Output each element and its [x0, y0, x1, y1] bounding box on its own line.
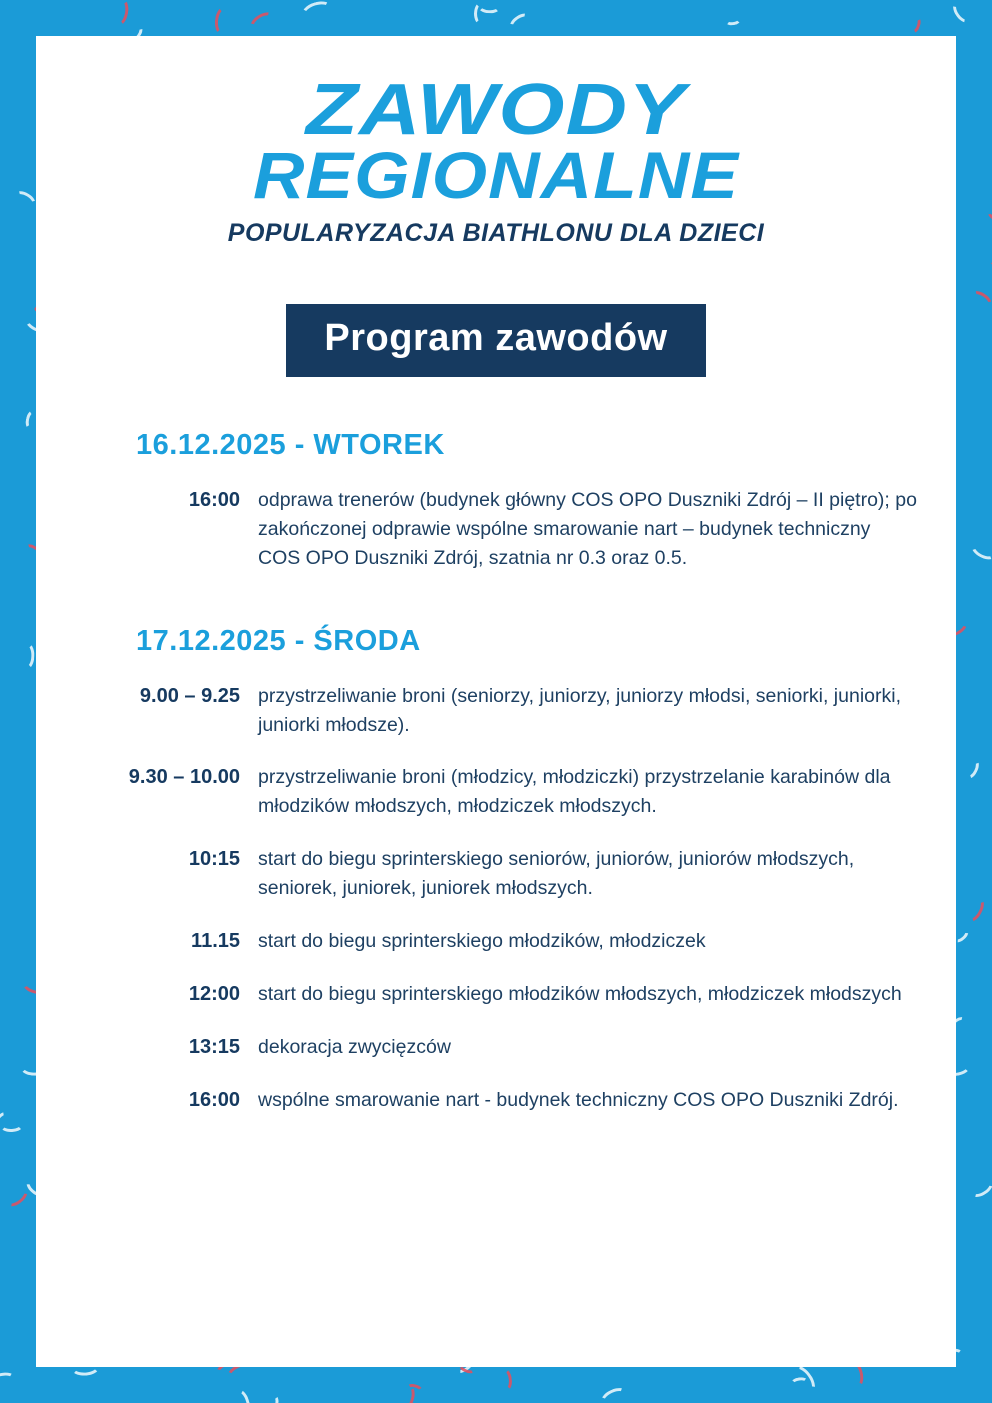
schedule-time: 10:15 [188, 848, 240, 871]
schedule-item [36, 1033, 956, 1062]
schedule-description: dekoracja zwycięzców [258, 1035, 451, 1058]
schedule-item [36, 980, 956, 1009]
title-line-2: REGIONALNE [252, 138, 740, 213]
schedule-section-tuesday [36, 429, 956, 573]
schedule-time: 11.15 [191, 929, 240, 952]
schedule-list [36, 682, 956, 1115]
schedule-item [36, 763, 956, 821]
schedule-description: przystrzeliwanie broni (młodzicy, młodziczki) przystrzelanie karabinów dla młodzików młodszych, młodziczek młodszych. [258, 766, 891, 818]
schedule-item [36, 1086, 956, 1115]
schedule-time: 9.30 – 10.00 [128, 766, 240, 789]
schedule-description: przystrzeliwanie broni (seniorzy, juniorzy, juniorzy młodsi, seniorki, juniorki, juniorki młodsze). [258, 684, 901, 736]
program-header: Program zawodów [286, 304, 705, 377]
schedule-list [36, 486, 956, 573]
schedule-time: 12:00 [188, 982, 240, 1005]
schedule-time: 9.00 – 9.25 [139, 684, 240, 707]
poster-subtitle: POPULARYZACJA BIATHLONU DLA DZIECI [227, 219, 765, 248]
section-heading: 16.12.2025 - WTOREK [136, 429, 445, 462]
schedule-description: start do biegu sprinterskiego seniorów, juniorów, juniorów młodszych, seniorek, juniorek, juniorek młodszych. [258, 848, 855, 899]
schedule-item [36, 682, 956, 740]
schedule-time: 16:00 [188, 489, 240, 512]
schedule-description: wspólne smarowanie nart - budynek techniczny COS OPO Duszniki Zdrój. [258, 1088, 899, 1111]
schedule-time: 13:15 [188, 1035, 240, 1058]
schedule-section-wednesday [36, 625, 956, 1115]
schedule-item [36, 845, 956, 903]
schedule-time: 16:00 [188, 1088, 240, 1111]
section-heading: 17.12.2025 - ŚRODA [136, 624, 421, 657]
schedule-description: start do biegu sprinterskiego młodzików, młodziczek [258, 929, 706, 952]
schedule-description: start do biegu sprinterskiego młodzików młodszych, młodziczek młodszych [258, 982, 902, 1005]
schedule-item [36, 486, 956, 573]
poster-title [36, 70, 956, 213]
program-header-wrap [36, 304, 956, 377]
title-line-1: ZAWODY [306, 70, 686, 150]
schedule-item [36, 927, 956, 956]
schedule-description: odprawa trenerów (budynek główny COS OPO Duszniki Zdrój – II piętro); po zakończonej odprawie wspólne smarowanie nart – budynek techniczny COS OPO Duszniki Zdrój, szatnia nr 0.3 oraz 0.5. [258, 489, 917, 569]
poster-page [36, 36, 956, 1367]
